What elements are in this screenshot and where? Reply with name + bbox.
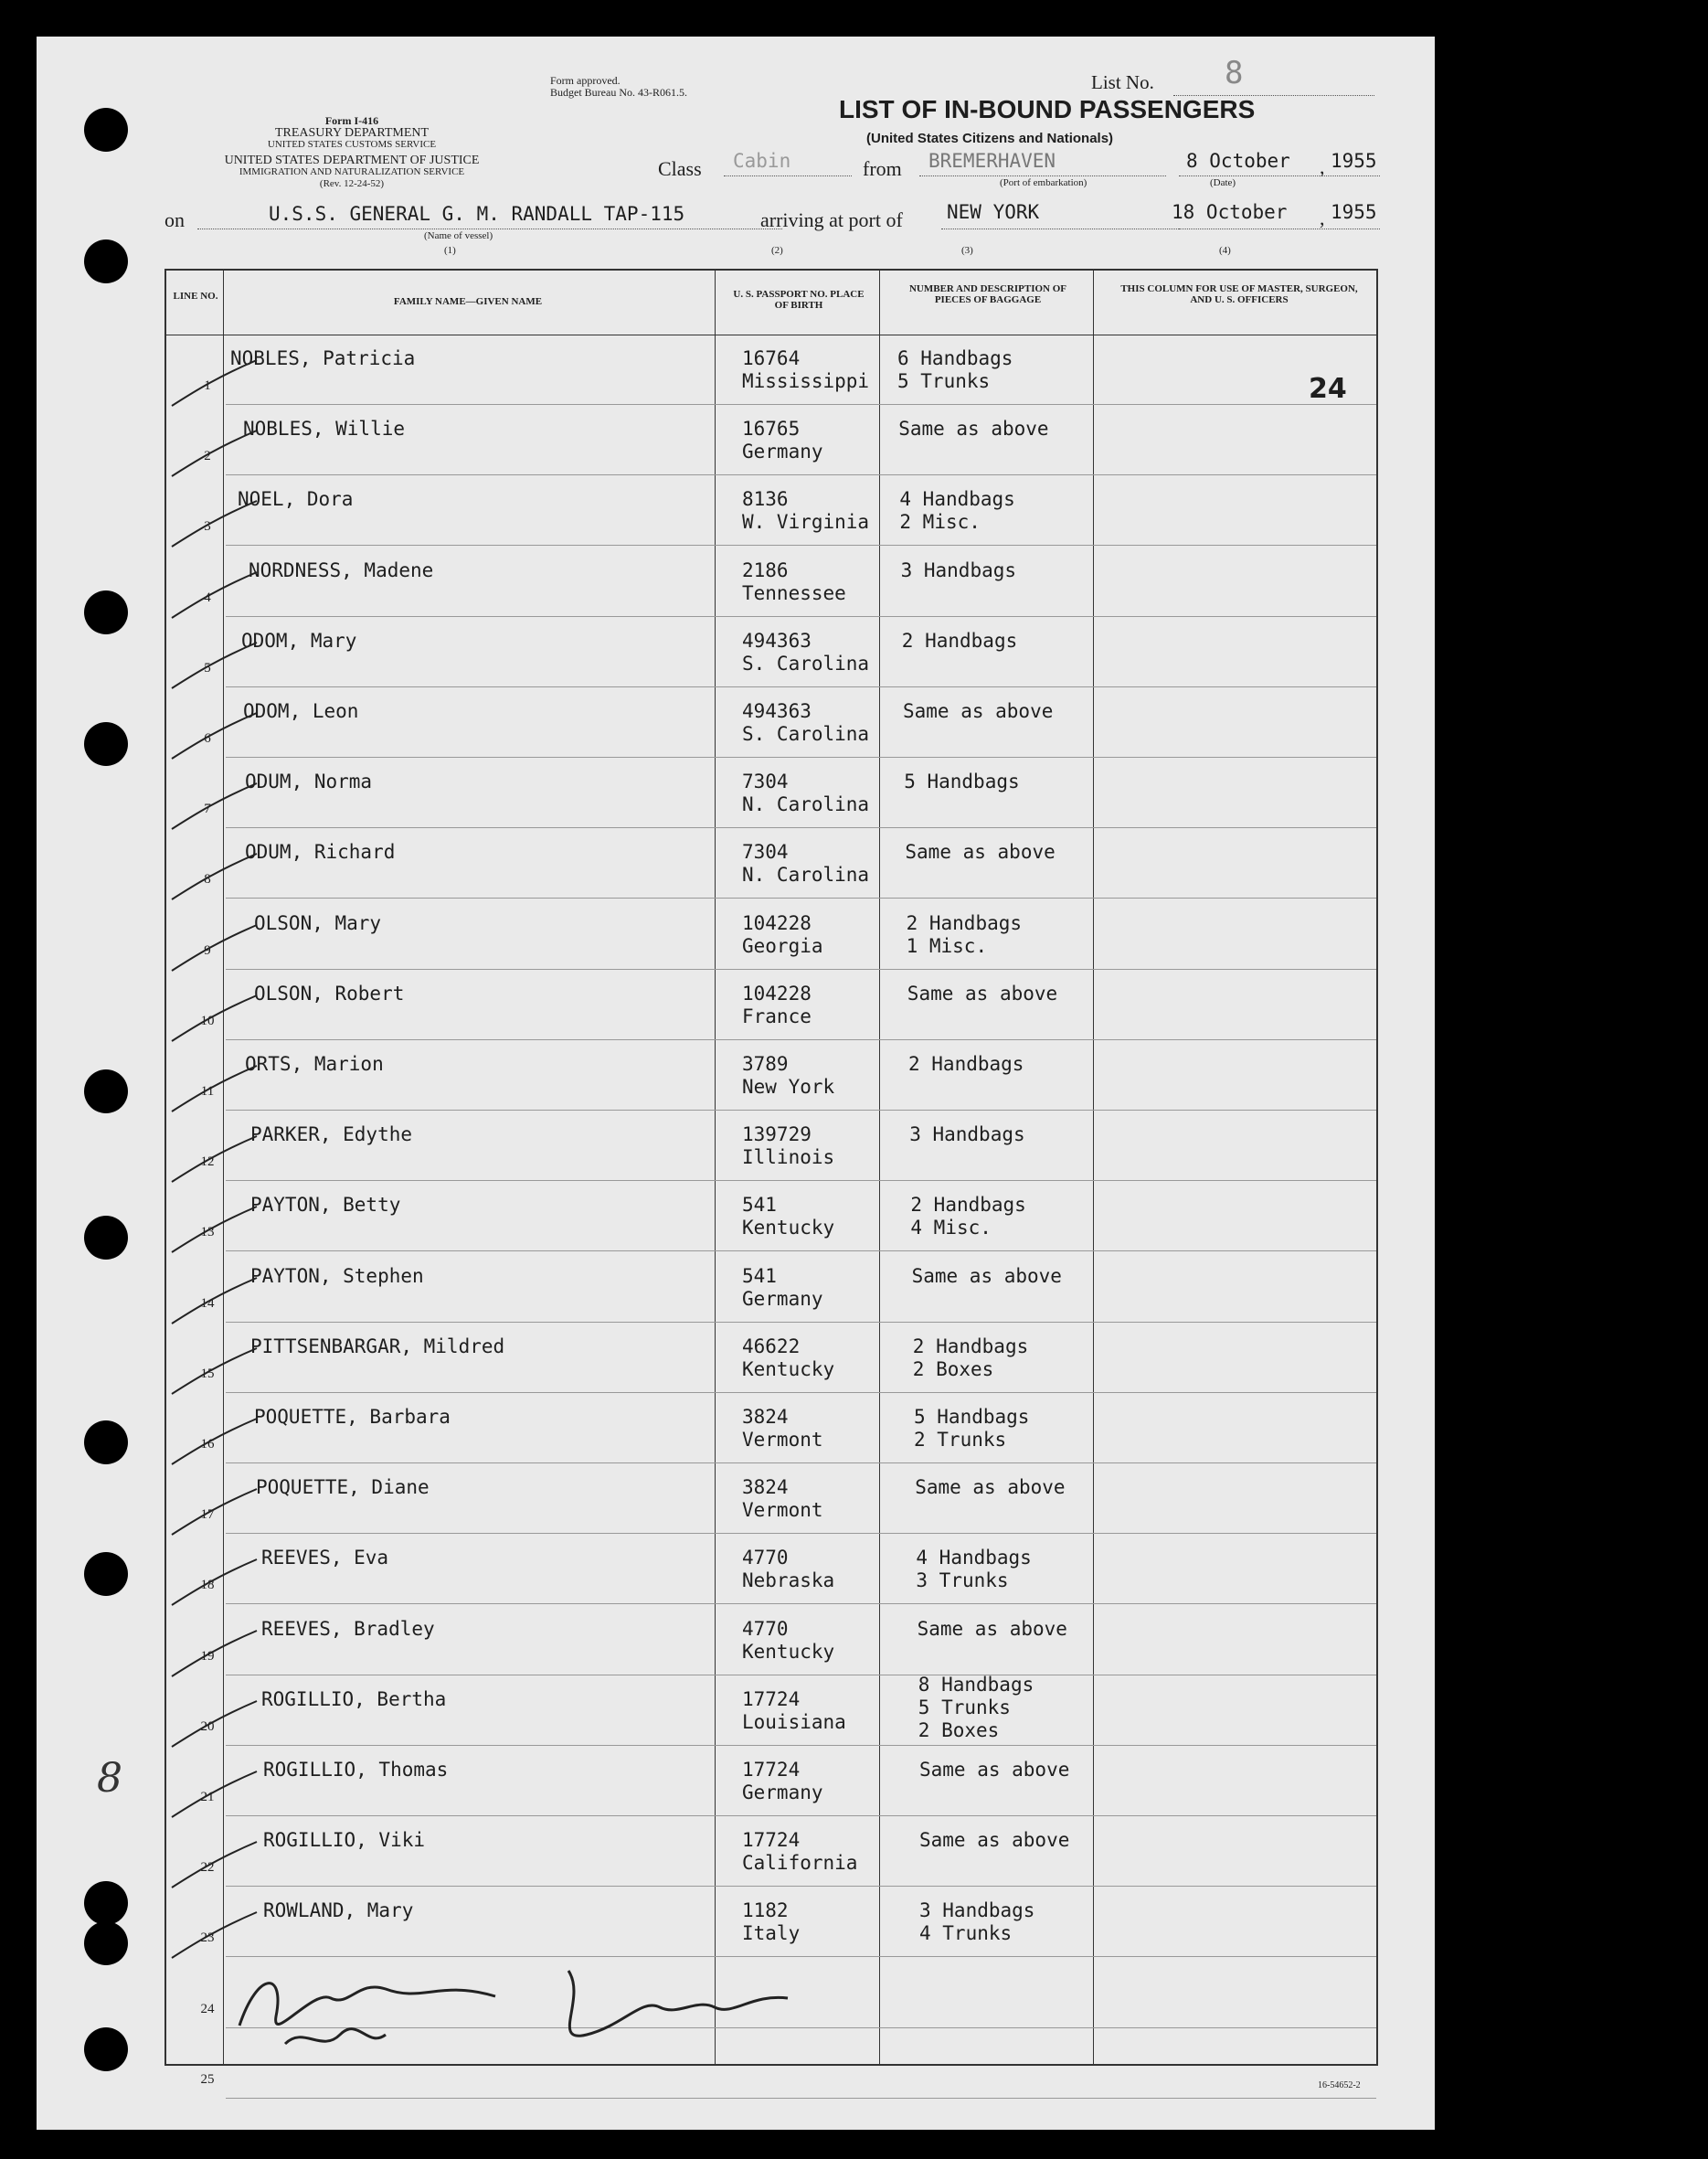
line-number: 6 bbox=[204, 731, 211, 746]
budget-bureau: Budget Bureau No. 43-R061.5. bbox=[550, 86, 687, 99]
check-mark bbox=[170, 1482, 261, 1537]
passport-number: 104228 bbox=[742, 911, 812, 934]
list-no-value: 8 bbox=[1225, 55, 1244, 91]
treasury-dept: TREASURY DEPARTMENT bbox=[274, 126, 430, 140]
check-mark bbox=[170, 918, 261, 973]
baggage-item: 2 Handbags bbox=[906, 911, 1023, 934]
passenger-name: ODOM, Mary bbox=[241, 629, 357, 652]
baggage-item: 4 Handbags bbox=[899, 488, 1015, 511]
passport-number: 139729 bbox=[742, 1123, 812, 1146]
line-number: 11 bbox=[200, 1084, 215, 1099]
passport-number: 4770 bbox=[742, 1547, 789, 1569]
passenger-name: OLSON, Mary bbox=[254, 911, 382, 934]
arrival-port: NEW YORK bbox=[947, 201, 1040, 223]
check-mark bbox=[170, 1411, 261, 1466]
table-row bbox=[166, 1605, 1376, 1675]
table-row bbox=[166, 687, 1376, 758]
baggage-item: Same as above bbox=[919, 1759, 1070, 1781]
passport-number: 104228 bbox=[742, 982, 812, 1005]
passport-number: 541 bbox=[742, 1264, 777, 1287]
baggage-item: 3 Trunks bbox=[916, 1569, 1009, 1592]
table-row bbox=[166, 1887, 1376, 1957]
from-caption: (Port of embarkation) bbox=[1000, 177, 1087, 188]
from-value: BREMERHAVEN bbox=[928, 150, 1056, 172]
line-number: 7 bbox=[204, 802, 211, 817]
table-row bbox=[166, 1463, 1376, 1534]
page-subtitle: (United States Citizens and Nationals) bbox=[866, 131, 1114, 146]
check-mark bbox=[170, 706, 261, 760]
line-number: 22 bbox=[200, 1860, 215, 1876]
line-number: 5 bbox=[204, 660, 211, 675]
place-of-birth: Georgia bbox=[742, 934, 823, 957]
passport-number: 17724 bbox=[742, 1687, 801, 1710]
passenger-name: NOEL, Dora bbox=[238, 488, 354, 511]
vessel-caption: (Name of vessel) bbox=[424, 230, 493, 241]
header-passport: U. S. PASSPORT NO. PLACE OF BIRTH bbox=[733, 289, 865, 311]
check-mark bbox=[170, 776, 261, 831]
line-number: 12 bbox=[200, 1154, 215, 1170]
passenger-name: REEVES, Eva bbox=[261, 1547, 389, 1569]
passport-number: 494363 bbox=[742, 629, 812, 652]
passenger-name: POQUETTE, Diane bbox=[256, 1476, 430, 1499]
officer-mark: 24 bbox=[1309, 373, 1347, 405]
baggage-item: 8 Handbags bbox=[918, 1673, 1034, 1696]
check-mark bbox=[170, 1694, 261, 1749]
passenger-name: NOBLES, Willie bbox=[243, 418, 406, 441]
passport-number: 3824 bbox=[742, 1406, 789, 1428]
class-value: Cabin bbox=[733, 150, 791, 172]
passenger-name: NOBLES, Patricia bbox=[230, 347, 416, 369]
passenger-name: OLSON, Robert bbox=[254, 982, 405, 1005]
line-number: 19 bbox=[200, 1648, 215, 1664]
check-mark bbox=[170, 1835, 261, 1889]
place-of-birth: Italy bbox=[742, 1922, 801, 1945]
place-of-birth: Germany bbox=[742, 1287, 823, 1310]
table-row bbox=[166, 1393, 1376, 1463]
line-number: 13 bbox=[200, 1225, 215, 1240]
passenger-name: ROWLAND, Mary bbox=[263, 1899, 414, 1922]
passport-number: 2186 bbox=[742, 558, 789, 581]
check-mark bbox=[170, 1905, 261, 1960]
passenger-name: PARKER, Edythe bbox=[250, 1123, 413, 1146]
punch-hole bbox=[84, 108, 128, 152]
arriving-label: arriving at port of bbox=[760, 208, 903, 231]
place-of-birth: Germany bbox=[742, 441, 823, 463]
passport-number: 16765 bbox=[742, 418, 801, 441]
baggage-item: Same as above bbox=[919, 1829, 1070, 1852]
place-of-birth: Kentucky bbox=[742, 1357, 835, 1380]
line-number: 14 bbox=[200, 1295, 215, 1311]
passenger-name: ROGILLIO, Thomas bbox=[263, 1759, 449, 1781]
passenger-name: ODUM, Norma bbox=[245, 771, 373, 793]
date-line bbox=[1179, 175, 1380, 176]
line-number: 10 bbox=[200, 1013, 215, 1028]
on-label: on bbox=[164, 208, 185, 231]
from-line bbox=[919, 175, 1166, 176]
document-page bbox=[37, 37, 1435, 2130]
passport-number: 1182 bbox=[742, 1899, 789, 1922]
passenger-name: POQUETTE, Barbara bbox=[254, 1406, 451, 1428]
line-number: 18 bbox=[200, 1578, 215, 1593]
place-of-birth: Vermont bbox=[742, 1499, 823, 1522]
passenger-name: ROGILLIO, Viki bbox=[263, 1829, 426, 1852]
line-number: 4 bbox=[204, 590, 211, 605]
line-number: 20 bbox=[200, 1718, 215, 1734]
caption-4: (4) bbox=[1219, 245, 1231, 256]
line-number: 17 bbox=[200, 1507, 215, 1523]
passport-number: 16764 bbox=[742, 347, 801, 369]
table-row bbox=[166, 1534, 1376, 1604]
check-mark bbox=[170, 1764, 261, 1819]
header-line-no: LINE NO. bbox=[173, 291, 218, 302]
baggage-item: 3 Handbags bbox=[919, 1899, 1035, 1922]
table-row bbox=[166, 617, 1376, 687]
check-mark bbox=[170, 353, 261, 408]
line-number: 15 bbox=[200, 1366, 215, 1381]
place-of-birth: Tennessee bbox=[742, 581, 846, 604]
line-number: 8 bbox=[204, 872, 211, 888]
caption-2: (2) bbox=[771, 245, 783, 256]
passport-number: 8136 bbox=[742, 488, 789, 511]
punch-hole bbox=[84, 2027, 128, 2071]
table-row bbox=[166, 1111, 1376, 1181]
check-mark bbox=[170, 988, 261, 1043]
form-number: Form I-416 bbox=[324, 114, 379, 127]
baggage-item: 5 Handbags bbox=[904, 771, 1020, 793]
check-mark bbox=[170, 1058, 261, 1113]
punch-hole bbox=[84, 1420, 128, 1464]
passenger-name: ODOM, Leon bbox=[243, 700, 359, 722]
table-row bbox=[166, 828, 1376, 899]
date-caption: (Date) bbox=[1210, 177, 1236, 188]
table-row bbox=[166, 1675, 1376, 1746]
passport-number: 46622 bbox=[742, 1335, 801, 1357]
punch-hole bbox=[84, 239, 128, 283]
check-mark bbox=[170, 846, 261, 901]
passenger-name: REEVES, Bradley bbox=[261, 1617, 435, 1640]
baggage-item: 5 Trunks bbox=[918, 1696, 1011, 1718]
punch-hole bbox=[84, 1881, 128, 1925]
check-mark bbox=[170, 1552, 261, 1607]
punch-hole bbox=[84, 1216, 128, 1260]
check-mark bbox=[170, 1129, 261, 1184]
passport-number: 541 bbox=[742, 1194, 777, 1217]
passport-number: 3789 bbox=[742, 1053, 789, 1075]
passenger-name: ORTS, Marion bbox=[245, 1053, 384, 1075]
table-row bbox=[166, 547, 1376, 617]
arrival-year: 1955 bbox=[1331, 201, 1377, 223]
baggage-item: 2 Handbags bbox=[912, 1335, 1029, 1357]
departure-date: 8 October bbox=[1186, 150, 1290, 172]
place-of-birth: S. Carolina bbox=[742, 723, 870, 745]
passenger-name: PAYTON, Betty bbox=[250, 1194, 401, 1217]
passport-number: 17724 bbox=[742, 1829, 801, 1852]
table-row bbox=[166, 1181, 1376, 1251]
line-number: 23 bbox=[200, 1930, 215, 1946]
table-row bbox=[166, 1816, 1376, 1887]
passport-number: 7304 bbox=[742, 771, 789, 793]
passport-number: 3824 bbox=[742, 1476, 789, 1499]
table-row bbox=[166, 1746, 1376, 1816]
header-name: FAMILY NAME—GIVEN NAME bbox=[393, 296, 543, 307]
baggage-item: Same as above bbox=[907, 982, 1058, 1005]
baggage-item: Same as above bbox=[898, 418, 1049, 441]
passport-number: 4770 bbox=[742, 1617, 789, 1640]
place-of-birth: Nebraska bbox=[742, 1569, 835, 1592]
place-of-birth: Kentucky bbox=[742, 1640, 835, 1663]
baggage-item: 4 Trunks bbox=[919, 1922, 1013, 1945]
form-approved: Form approved. bbox=[550, 74, 621, 87]
arrival-date: 18 October bbox=[1172, 201, 1288, 223]
departure-year: 1955 bbox=[1331, 150, 1377, 172]
punch-hole bbox=[84, 722, 128, 766]
baggage-item: 3 Handbags bbox=[900, 558, 1017, 581]
check-mark bbox=[170, 565, 261, 620]
baggage-item: Same as above bbox=[911, 1264, 1062, 1287]
place-of-birth: S. Carolina bbox=[742, 652, 870, 675]
check-mark bbox=[170, 1199, 261, 1254]
place-of-birth: Kentucky bbox=[742, 1217, 835, 1239]
signature-scrawl bbox=[221, 1962, 861, 2062]
arrival-year-sep: , bbox=[1320, 207, 1325, 229]
table-row bbox=[166, 1252, 1376, 1323]
baggage-item: 2 Boxes bbox=[912, 1357, 994, 1380]
from-label: from bbox=[863, 157, 902, 180]
table-row bbox=[166, 1323, 1376, 1393]
punch-hole bbox=[84, 1552, 128, 1596]
line-number: 9 bbox=[204, 942, 211, 958]
list-no-label: List No. bbox=[1091, 71, 1154, 93]
place-of-birth: Vermont bbox=[742, 1429, 823, 1451]
place-of-birth: California bbox=[742, 1852, 858, 1875]
check-mark bbox=[170, 1341, 261, 1396]
baggage-item: 1 Misc. bbox=[906, 934, 988, 957]
table-row bbox=[166, 899, 1376, 970]
baggage-item: 2 Boxes bbox=[918, 1718, 1000, 1741]
caption-1: (1) bbox=[444, 245, 456, 256]
place-of-birth: Germany bbox=[742, 1781, 823, 1803]
check-mark bbox=[170, 635, 261, 690]
table-row bbox=[166, 1040, 1376, 1111]
place-of-birth: New York bbox=[742, 1076, 835, 1098]
baggage-item: 2 Trunks bbox=[914, 1429, 1007, 1451]
punch-hole bbox=[84, 1921, 128, 1965]
punch-hole bbox=[84, 590, 128, 634]
departure-year-sep: , bbox=[1320, 155, 1325, 178]
customs-service: UNITED STATES CUSTOMS SERVICE bbox=[267, 139, 437, 150]
place-of-birth: France bbox=[742, 1005, 812, 1027]
check-mark bbox=[170, 1271, 261, 1325]
place-of-birth: W. Virginia bbox=[742, 511, 870, 534]
class-line bbox=[724, 175, 852, 176]
caption-3: (3) bbox=[961, 245, 973, 256]
passport-number: 7304 bbox=[742, 841, 789, 864]
header-officers: THIS COLUMN FOR USE OF MASTER, SURGEON, AND U. S. OFFICERS bbox=[1120, 283, 1358, 305]
vessel-name: U.S.S. GENERAL G. M. RANDALL TAP-115 bbox=[269, 203, 685, 225]
baggage-item: 2 Misc. bbox=[899, 511, 981, 534]
justice-dept: UNITED STATES DEPARTMENT OF JUSTICE bbox=[224, 154, 480, 167]
baggage-item: Same as above bbox=[915, 1476, 1066, 1499]
line-number: 21 bbox=[200, 1790, 215, 1804]
punch-hole bbox=[84, 1069, 128, 1113]
line-number: 16 bbox=[200, 1437, 215, 1452]
footer-code: 16-54652-2 bbox=[1318, 2080, 1361, 2090]
line-number: 24 bbox=[200, 2001, 215, 2016]
margin-note: 8 bbox=[97, 1755, 122, 1802]
passport-number: 17724 bbox=[742, 1759, 801, 1781]
place-of-birth: N. Carolina bbox=[742, 864, 870, 887]
passenger-name: PAYTON, Stephen bbox=[250, 1264, 424, 1287]
line-number: 25 bbox=[200, 2071, 215, 2087]
place-of-birth: Mississippi bbox=[742, 370, 870, 392]
table-row bbox=[166, 970, 1376, 1040]
ins-service: IMMIGRATION AND NATURALIZATION SERVICE bbox=[239, 166, 465, 177]
line-number: 2 bbox=[204, 449, 211, 464]
baggage-item: 5 Handbags bbox=[914, 1406, 1030, 1428]
passenger-name: ODUM, Richard bbox=[245, 841, 396, 864]
baggage-item: 5 Trunks bbox=[897, 370, 991, 392]
baggage-item: 2 Handbags bbox=[901, 629, 1018, 652]
page-title: LIST OF IN-BOUND PASSENGERS bbox=[839, 95, 1256, 123]
baggage-item: Same as above bbox=[903, 700, 1054, 722]
passenger-name: PITTSENBARGAR, Mildred bbox=[250, 1335, 505, 1357]
baggage-item: 2 Handbags bbox=[910, 1194, 1026, 1217]
baggage-item: 4 Handbags bbox=[916, 1547, 1032, 1569]
baggage-item: 2 Handbags bbox=[908, 1053, 1024, 1075]
revision: (Rev. 12-24-52) bbox=[319, 178, 385, 189]
place-of-birth: Louisiana bbox=[742, 1710, 846, 1733]
class-label: Class bbox=[658, 157, 702, 180]
row-divider bbox=[226, 2098, 1376, 2099]
baggage-item: 3 Handbags bbox=[909, 1123, 1025, 1146]
baggage-item: Same as above bbox=[905, 841, 1056, 864]
approval-block bbox=[550, 75, 687, 99]
passport-number: 494363 bbox=[742, 700, 812, 722]
passenger-name: ROGILLIO, Bertha bbox=[261, 1687, 447, 1710]
line-number: 3 bbox=[204, 519, 211, 535]
baggage-item: 4 Misc. bbox=[910, 1217, 992, 1239]
place-of-birth: Illinois bbox=[742, 1146, 835, 1169]
check-mark bbox=[170, 1623, 261, 1678]
table-row bbox=[166, 758, 1376, 828]
place-of-birth: N. Carolina bbox=[742, 793, 870, 816]
baggage-item: Same as above bbox=[917, 1617, 1067, 1640]
table-row bbox=[166, 475, 1376, 546]
table-row bbox=[166, 405, 1376, 475]
baggage-item: 6 Handbags bbox=[897, 347, 1013, 369]
passenger-name: NORDNESS, Madene bbox=[249, 558, 434, 581]
header-baggage: NUMBER AND DESCRIPTION OF PIECES OF BAGGAGE bbox=[908, 283, 1067, 305]
line-number: 1 bbox=[204, 378, 211, 393]
check-mark bbox=[170, 423, 261, 478]
table-row bbox=[166, 335, 1376, 405]
check-mark bbox=[170, 494, 261, 548]
agency-block bbox=[146, 115, 557, 190]
